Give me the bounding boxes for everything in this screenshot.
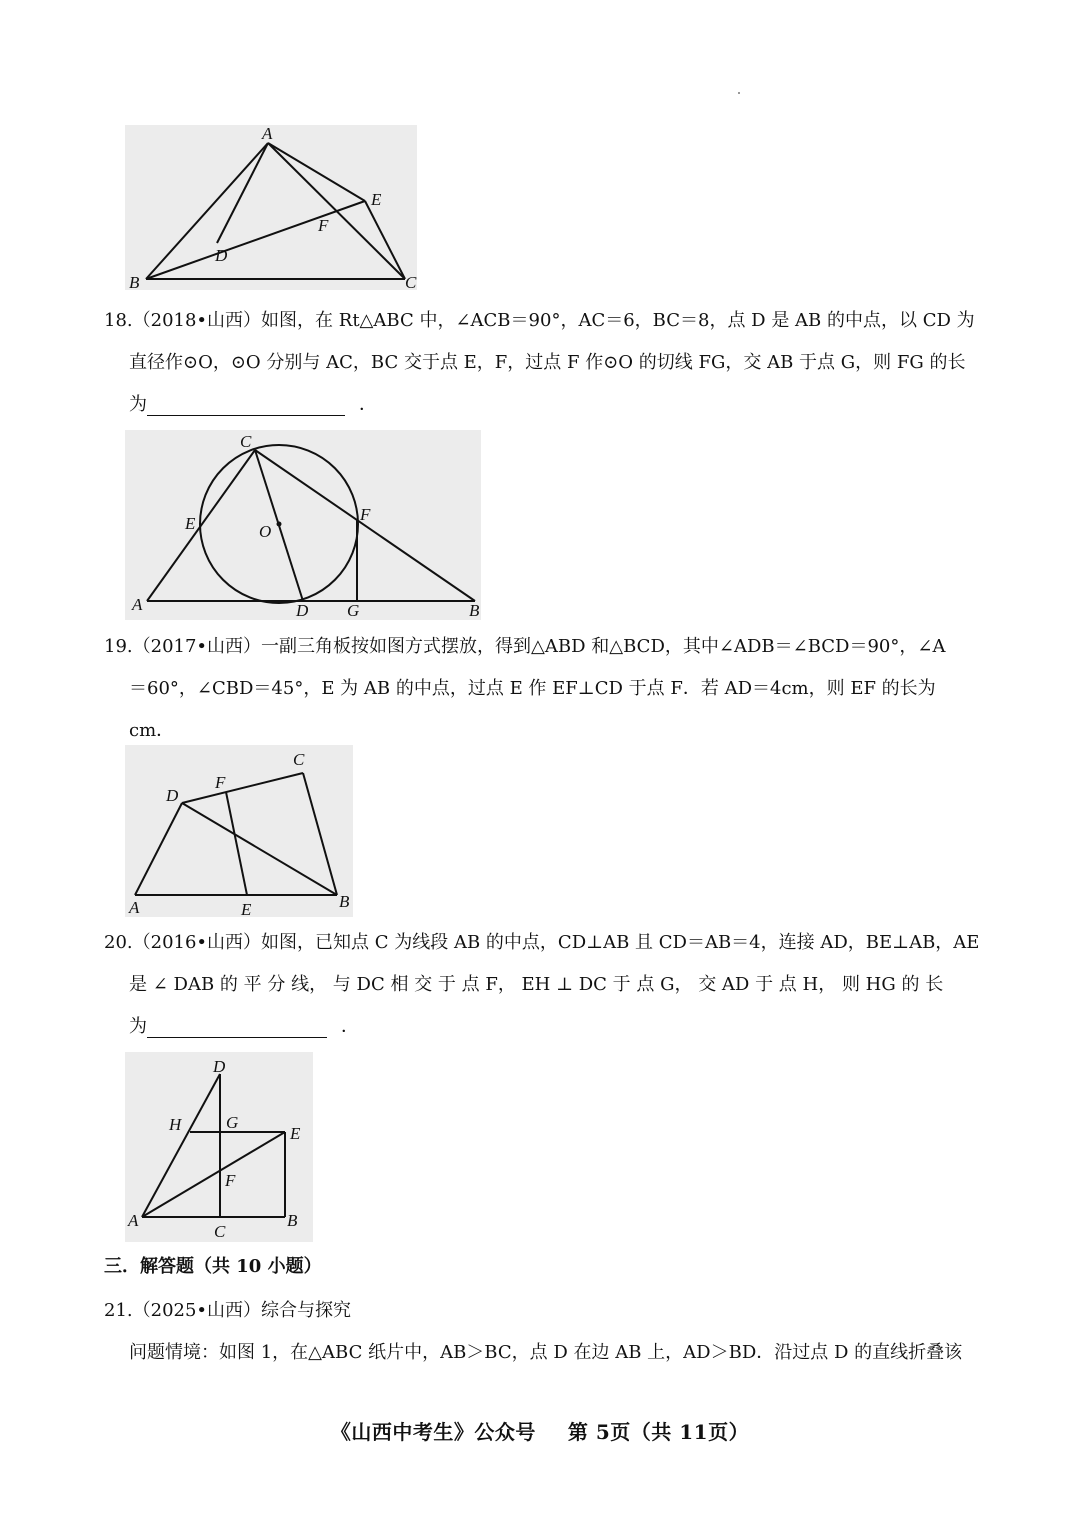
q18-line2: 直径作⊙O，⊙O 分别与 AC，BC 交于点 E，F，过点 F 作⊙O 的切线 FG，交 AB 于点 G，则 FG 的长: [129, 352, 966, 373]
label-B: B: [129, 273, 140, 290]
label-A: A: [129, 898, 140, 917]
label-F: F: [225, 1171, 236, 1190]
speck: [738, 92, 740, 94]
label-F: F: [318, 216, 329, 235]
q19-line3: cm．: [129, 720, 175, 741]
label-C: C: [405, 273, 417, 290]
label-A: A: [262, 125, 273, 143]
label-E: E: [290, 1124, 301, 1143]
label-B: B: [469, 601, 480, 620]
footer-page-number: 第 5页（共 11页）: [567, 1420, 750, 1444]
label-H: H: [169, 1115, 182, 1134]
q18-line3: [129, 394, 1009, 416]
q18-line1: 18.（2018•山西）如图，在 Rt△ABC 中，∠ACB＝90°，AC＝6，BC＝8，点 D 是 AB 的中点，以 CD 为: [104, 310, 975, 331]
label-G: G: [347, 601, 360, 620]
q21-line1: 21.（2025•山西）综合与探究: [104, 1300, 352, 1321]
label-B: B: [339, 892, 350, 911]
label-A: A: [132, 595, 143, 614]
q20-answer-blank[interactable]: [147, 1019, 327, 1038]
label-E: E: [371, 190, 382, 209]
q20-line2: 是 ∠ DAB 的 平 分 线， 与 DC 相 交 于 点 F， EH ⊥ DC 于 点 G， 交 AD 于 点 H， 则 HG 的 长: [129, 974, 944, 995]
label-C: C: [293, 750, 305, 769]
label-B: B: [287, 1211, 298, 1230]
q19-line2: ＝60°，∠CBD＝45°，E 为 AB 的中点，过点 E 作 EF⊥CD 于点 F．若 AD＝4cm，则 EF 的长为: [129, 678, 936, 699]
label-D: D: [166, 786, 179, 805]
footer-source: 《山西中考生》公众号: [330, 1420, 536, 1444]
q21-line2: 问题情境：如图 1，在△ABC 纸片中，AB＞BC，点 D 在边 AB 上，AD＞BD．沿过点 D 的直线折叠该: [129, 1342, 963, 1363]
figure-q20: [125, 1052, 313, 1242]
label-F: F: [360, 505, 371, 524]
section-heading: 三．解答题（共 10 小题）: [104, 1256, 322, 1277]
q20-line3: [129, 1016, 1009, 1038]
label-D: D: [213, 1057, 226, 1076]
label-G: G: [226, 1113, 239, 1132]
figure-q17: [125, 125, 417, 290]
label-A: A: [128, 1211, 139, 1230]
q20-suffix: ．: [341, 1016, 359, 1037]
q19-line1: 19.（2017•山西）一副三角板按如图方式摆放，得到△ABD 和△BCD，其中∠ADB＝∠BCD＝90°，∠A: [104, 636, 946, 657]
q20-line1: 20.（2016•山西）如图，已知点 C 为线段 AB 的中点，CD⊥AB 且 CD＝AB＝4，连接 AD，BE⊥AB，AE: [104, 932, 980, 953]
figure-q19: [125, 745, 353, 917]
q18-answer-blank[interactable]: [147, 397, 345, 416]
q18-prefix: 为: [129, 394, 147, 415]
label-F: F: [215, 773, 226, 792]
q18-suffix: ．: [359, 394, 377, 415]
label-C: C: [214, 1222, 226, 1241]
label-D: D: [296, 601, 309, 620]
label-E: E: [185, 514, 196, 533]
label-C: C: [240, 432, 252, 451]
label-D: D: [215, 246, 228, 265]
figure-q18: [125, 430, 481, 620]
label-E: E: [241, 900, 252, 917]
page-footer: [0, 1416, 1080, 1445]
label-O: O: [259, 522, 272, 541]
q20-prefix: 为: [129, 1016, 147, 1037]
